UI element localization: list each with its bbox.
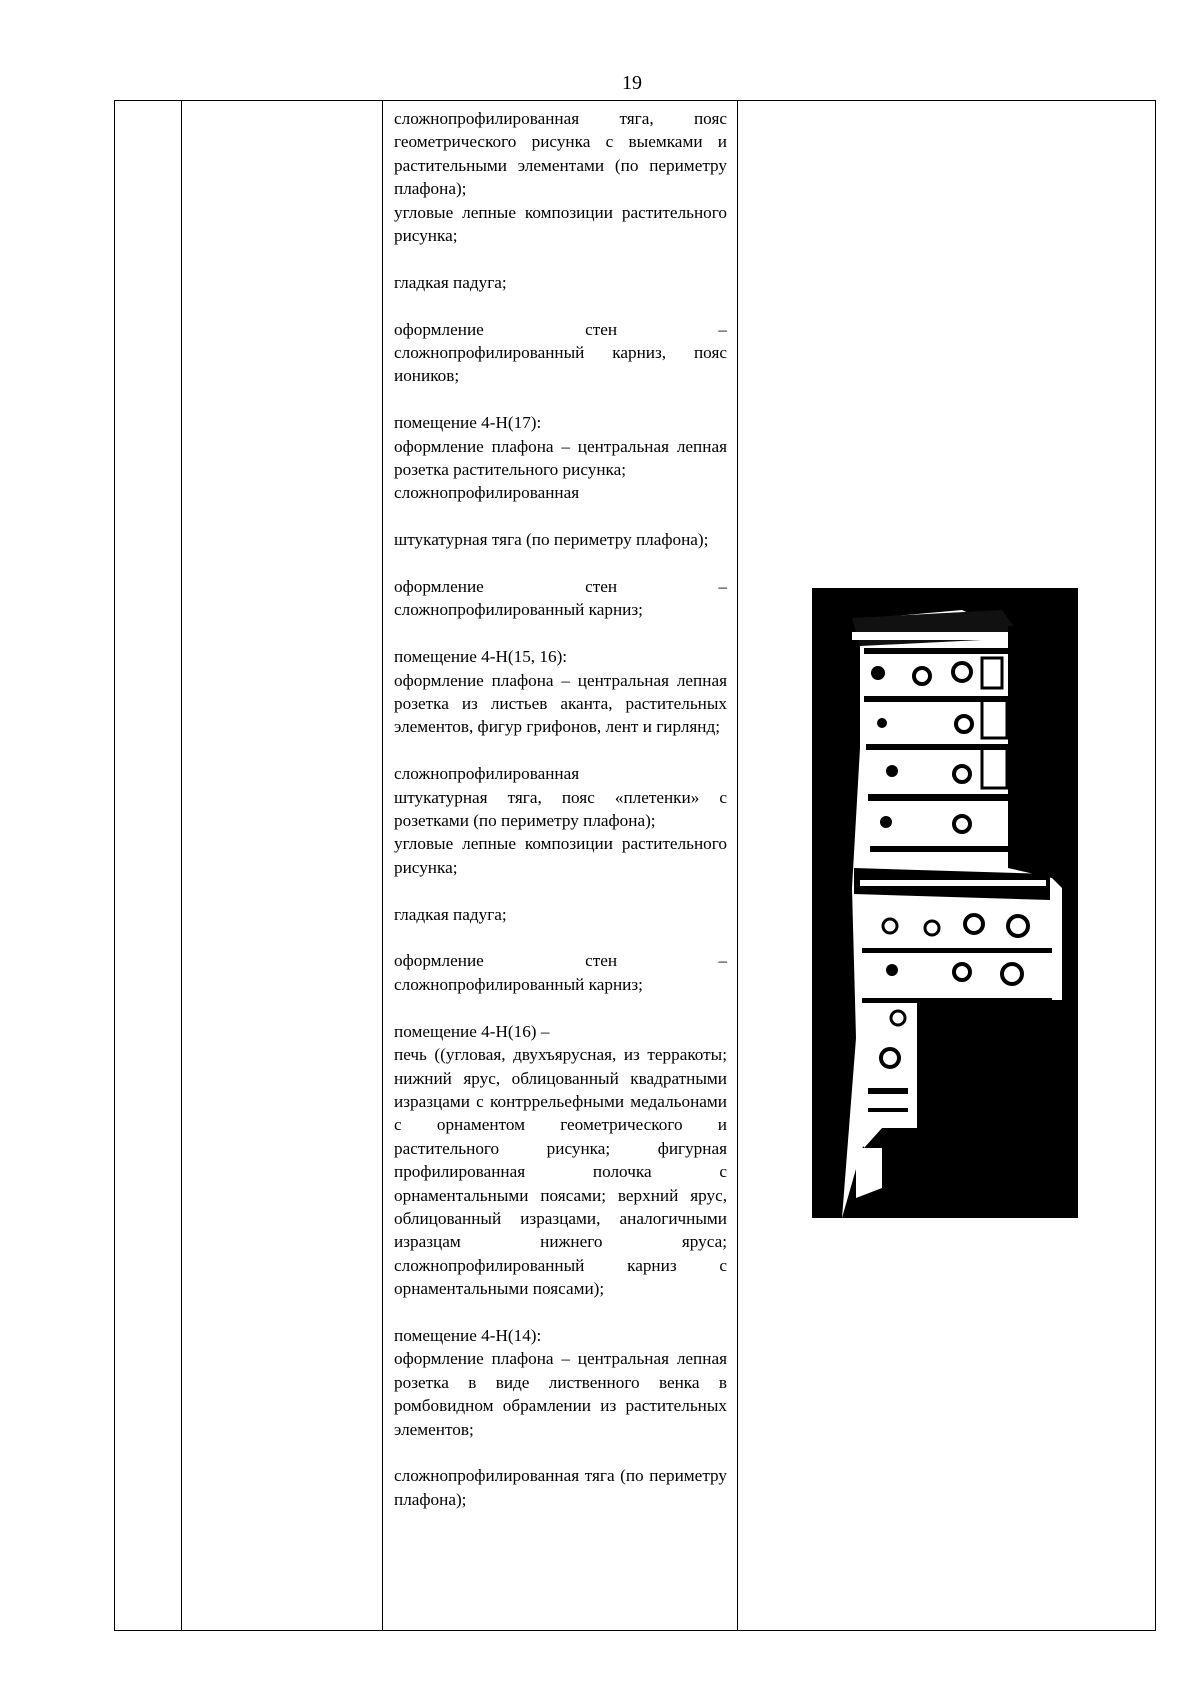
tiled-stove-photo bbox=[812, 588, 1078, 1218]
number-cell bbox=[115, 101, 182, 1631]
description-paragraph: оформление плафона – центральная лепная розетка из листьев аканта, растительных элементов, фигур грифонов, лент и гирлянд; bbox=[394, 670, 727, 737]
description-paragraph: печь ((угловая, двухъярусная, из терракоты; нижний ярус, облицованный квадратными изразцами с контррельефными медальонами с орнаментом геометрического и растительного рисунка; фигурная профилированная полочка с орнаментальными поясами; верхний ярус, облицованный изразцами, аналогичными изразцам нижнего яруса; сложнопрофилированный карниз с орнаментальными поясами); bbox=[394, 1045, 727, 1299]
description-cell bbox=[383, 101, 738, 1631]
objects-table bbox=[114, 100, 1156, 1631]
description-paragraph: оформление плафона – центральная лепная розетка растительного рисунка; bbox=[394, 436, 727, 480]
description-paragraph: помещение 4-Н(14): bbox=[394, 1325, 542, 1345]
description-text bbox=[383, 101, 737, 1511]
description-paragraph: гладкая падуга; bbox=[394, 904, 507, 924]
paragraph-gap bbox=[394, 926, 727, 949]
paragraph-gap bbox=[394, 996, 727, 1019]
description-paragraph: штукатурная тяга, пояс «плетенки» с розетками (по периметру плафона); bbox=[394, 787, 727, 831]
name-cell bbox=[182, 101, 383, 1631]
paragraph-gap bbox=[394, 294, 727, 317]
paragraph-gap bbox=[394, 1441, 727, 1464]
description-paragraph: сложнопрофилированная тяга (по периметру плафона); bbox=[394, 1466, 727, 1509]
page-number: 19 bbox=[622, 72, 642, 94]
description-paragraph: сложнопрофилированная bbox=[394, 764, 580, 784]
description-paragraph: сложнопрофилированная bbox=[394, 483, 580, 503]
paragraph-gap bbox=[394, 552, 727, 575]
description-paragraph: помещение 4-Н(17): bbox=[394, 413, 542, 433]
description-paragraph: угловые лепные композиции растительного рисунка; bbox=[394, 202, 727, 246]
description-paragraph: оформление стен – сложнопрофилированный карниз; bbox=[394, 577, 727, 620]
photo-cell bbox=[738, 101, 1156, 1631]
description-paragraph: угловые лепные композиции растительного рисунка; bbox=[394, 834, 727, 877]
paragraph-gap bbox=[394, 247, 727, 270]
description-paragraph: штукатурная тяга (по периметру плафона); bbox=[394, 530, 709, 550]
description-paragraph: оформление стен – сложнопрофилированный карниз; bbox=[394, 951, 727, 994]
paragraph-gap bbox=[394, 388, 727, 411]
description-paragraph: оформление плафона – центральная лепная розетка в виде лиственного венка в ромбовидном обрамлении из растительных элементов; bbox=[394, 1349, 727, 1439]
table-row bbox=[115, 101, 1156, 1631]
description-paragraph: оформление стен – сложнопрофилированный карниз, пояс иоников; bbox=[394, 319, 727, 386]
paragraph-gap bbox=[394, 739, 727, 762]
paragraph-gap bbox=[394, 879, 727, 902]
description-paragraph: гладкая падуга; bbox=[394, 272, 507, 292]
description-paragraph: помещение 4-Н(15, 16): bbox=[394, 647, 568, 667]
paragraph-gap bbox=[394, 1301, 727, 1324]
description-paragraph: сложнопрофилированная тяга, пояс геометрического рисунка с выемками и растительными элементами (по периметру плафона); bbox=[394, 109, 727, 199]
paragraph-gap bbox=[394, 505, 727, 528]
description-paragraph: помещение 4-Н(16) – bbox=[394, 1021, 550, 1041]
paragraph-gap bbox=[394, 622, 727, 645]
